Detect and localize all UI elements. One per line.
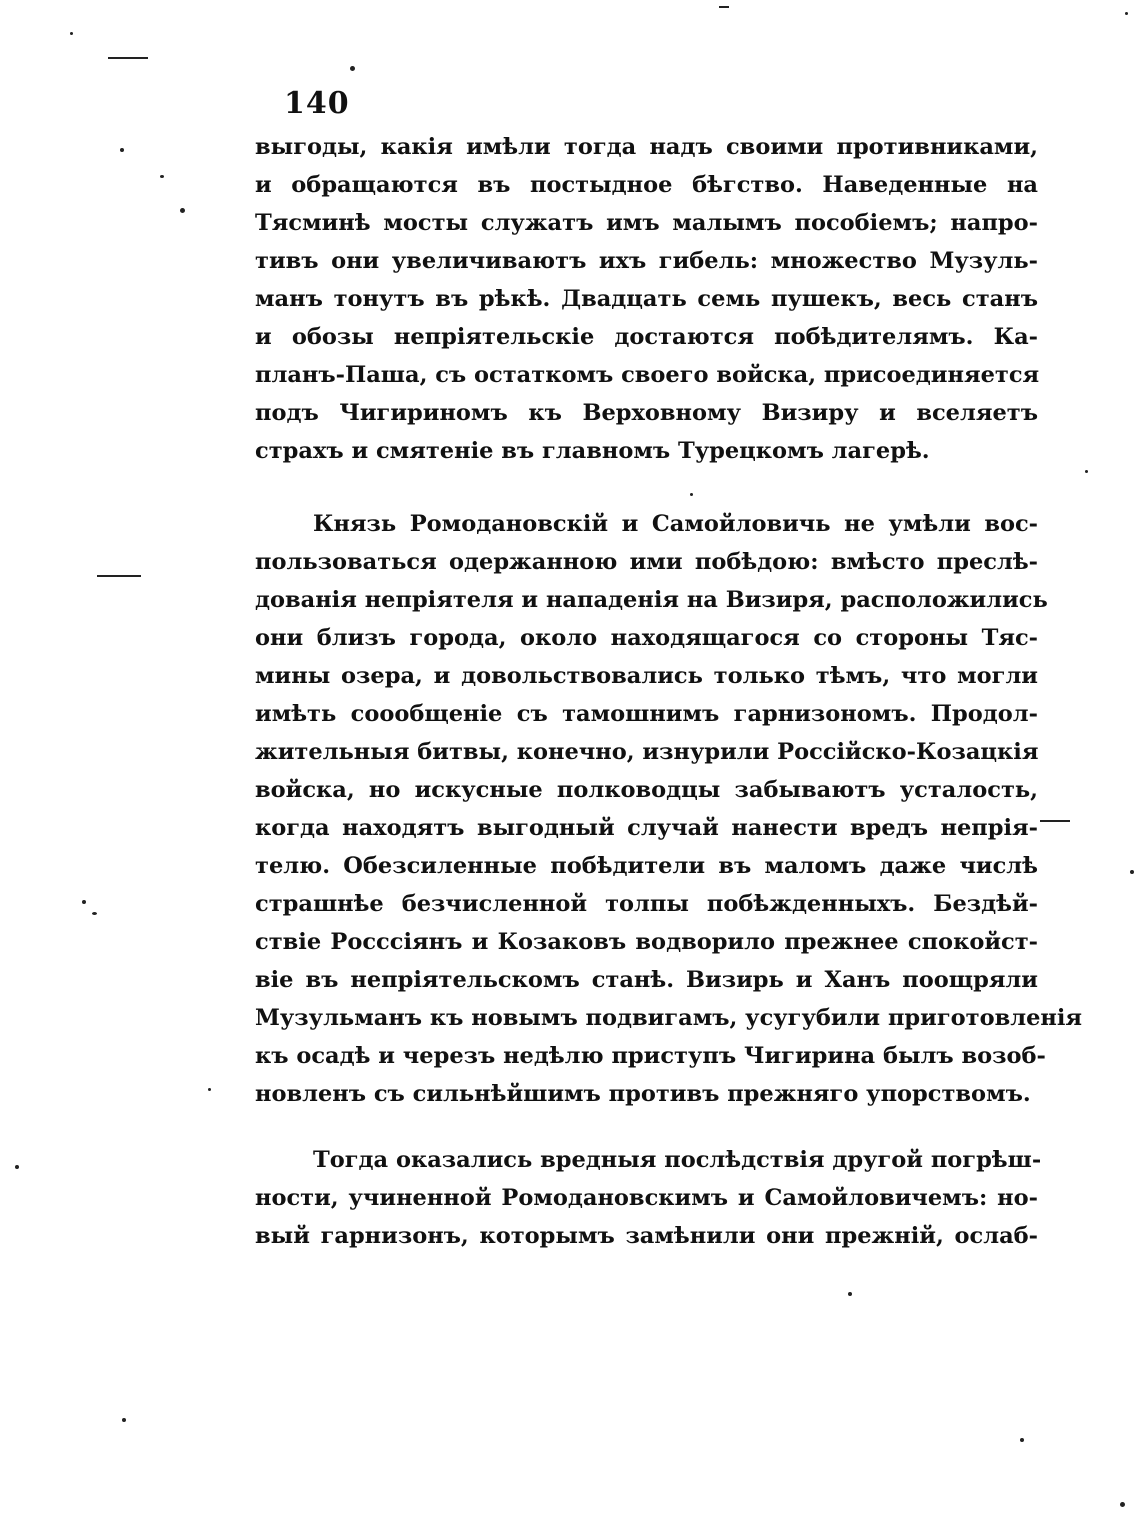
scan-speck (180, 208, 185, 213)
paragraph-line: Тясминѣ мосты служатъ имъ малымъ пособіемъ; напро- (255, 210, 1038, 236)
page-number: 140 (284, 86, 350, 121)
scan-mark (1040, 820, 1070, 822)
scan-speck (82, 900, 86, 904)
paragraph-line: Музульманъ къ новымъ подвигамъ, усугубили приготовленія (255, 1005, 1083, 1031)
scan-speck (208, 1088, 211, 1091)
paragraph-line: жительныя битвы, конечно, изнурили Россійско-Козацкія (255, 739, 1039, 765)
paragraph-line: они близъ города, около находящагося со стороны Тяс- (255, 625, 1038, 651)
scan-speck (120, 148, 124, 152)
scan-speck (690, 493, 693, 496)
scan-speck (15, 1165, 19, 1169)
paragraph-line: віе въ непріятельскомъ станѣ. Визирь и Ханъ поощряли (255, 967, 1038, 993)
paragraph-line: вый гарнизонъ, которымъ замѣнили они прежній, ослаб- (255, 1223, 1038, 1249)
scan-speck (1130, 870, 1134, 874)
paragraph-line: и обращаются въ постыдное бѣгство. Наведенные на (255, 172, 1038, 198)
scan-speck (122, 1418, 126, 1422)
scan-speck (1120, 1502, 1125, 1507)
paragraph-line: манъ тонутъ въ рѣкѣ. Двадцать семь пушекъ, весь станъ (255, 286, 1038, 312)
paragraph-line: имѣть соообщеніе съ тамошнимъ гарнизономъ. Продол- (255, 701, 1038, 727)
paragraph-line: и обозы непріятельскіе достаются побѣдителямъ. Ка- (255, 324, 1038, 350)
paragraph-line: новленъ съ сильнѣйшимъ противъ прежняго упорствомъ. (255, 1081, 1031, 1107)
paragraph-line: страхъ и смятеніе въ главномъ Турецкомъ лагерѣ. (255, 438, 930, 464)
scan-speck (70, 32, 73, 35)
scan-speck (92, 912, 97, 915)
scan-speck (1085, 470, 1088, 473)
paragraph-1 (255, 128, 1038, 470)
scan-mark (108, 57, 148, 59)
paragraph-line: страшнѣе безчисленной толпы побѣжденныхъ. Бездѣй- (255, 891, 1038, 917)
scan-speck (1125, 12, 1128, 15)
paragraph-line: ствіе Росссіянъ и Козаковъ водворило прежнее спокойст- (255, 929, 1038, 955)
paragraph-line: планъ-Паша, съ остаткомъ своего войска, присоединяется (255, 362, 1040, 388)
paragraph-line: дованія непріятеля и нападенія на Визиря, расположились (255, 587, 1048, 613)
paragraph-line: мины озера, и довольствовались только тѣмъ, что могли (255, 663, 1038, 689)
paragraph-line: когда находятъ выгодный случай нанести вредъ непрія- (255, 815, 1038, 841)
paragraph-line: ности, учиненной Ромодановскимъ и Самойловичемъ: но- (255, 1185, 1038, 1211)
paragraph-line: пользоваться одержанною ими побѣдою: вмѣсто преслѣ- (255, 549, 1038, 575)
paragraph-2 (255, 505, 1083, 1113)
paragraph-line: войска, но искусные полководцы забываютъ усталость, (255, 777, 1038, 803)
paragraph-line: тивъ они увеличиваютъ ихъ гибель: множество Музуль- (255, 248, 1038, 274)
scan-speck (160, 175, 164, 178)
paragraph-line: Тогда оказались вредныя послѣдствія другой погрѣш- (313, 1147, 1042, 1173)
paragraph-line: выгоды, какія имѣли тогда надъ своими противниками, (255, 134, 1038, 160)
paragraph-3 (255, 1141, 1042, 1255)
scan-mark (97, 575, 141, 577)
paragraph-line: къ осадѣ и черезъ недѣлю приступъ Чигирина былъ возоб- (255, 1043, 1046, 1069)
paragraph-line: телю. Обезсиленные побѣдители въ маломъ даже числѣ (255, 853, 1038, 879)
scan-mark (719, 6, 729, 8)
paragraph-line: Князь Ромодановскій и Самойловичь не умѣли вос- (313, 511, 1038, 537)
scan-speck (1020, 1438, 1024, 1442)
scan-speck (848, 1292, 852, 1296)
scan-speck (350, 66, 355, 71)
paragraph-line: подъ Чигириномъ къ Верховному Визиру и вселяетъ (255, 400, 1038, 426)
